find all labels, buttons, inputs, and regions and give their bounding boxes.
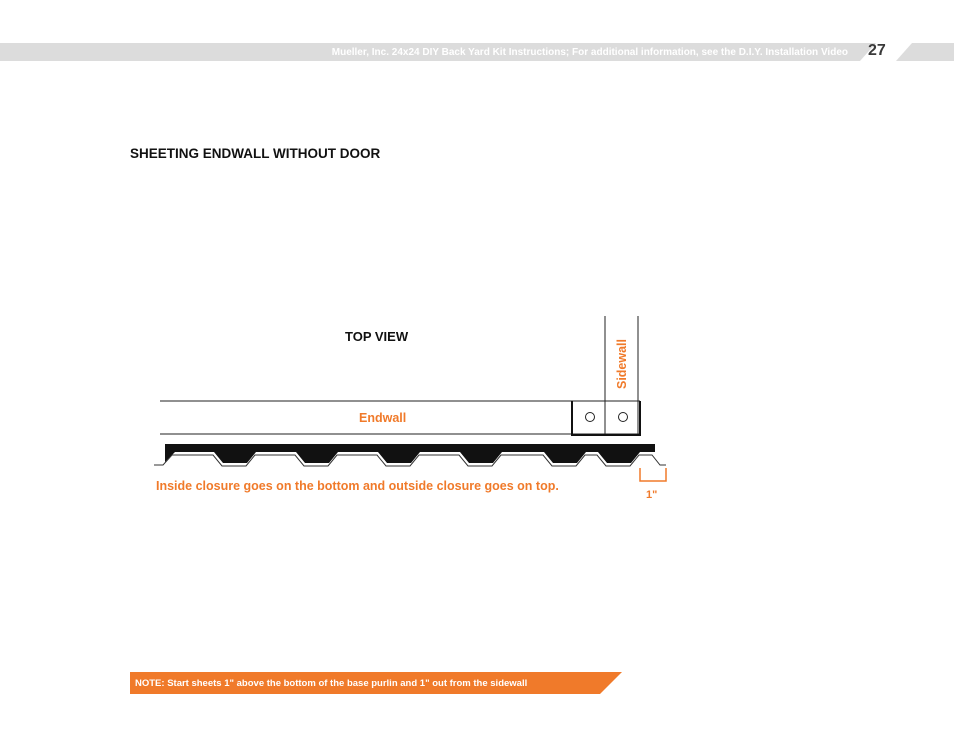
bolt-hole [619,413,628,422]
page-number: 27 [868,42,886,59]
endwall-label: Endwall [359,411,407,425]
section-title: SHEETING ENDWALL WITHOUT DOOR [130,146,381,161]
dimension-label: 1" [646,489,658,501]
view-label: TOP VIEW [345,329,409,344]
closure-note: Inside closure goes on the bottom and outside closure goes on top. [156,479,559,493]
closure-strip [165,444,655,463]
corner-angle [572,401,640,435]
note-text: NOTE: Start sheets 1" above the bottom of the base purlin and 1" out from the sidewall [135,678,528,689]
header-title: Mueller, Inc. 24x24 DIY Back Yard Kit Instructions; For additional information, see the D.I.Y. Installation Video [331,47,848,58]
sidewall-label: Sidewall [615,338,629,390]
dimension-bracket [640,468,666,481]
bolt-hole [586,413,595,422]
